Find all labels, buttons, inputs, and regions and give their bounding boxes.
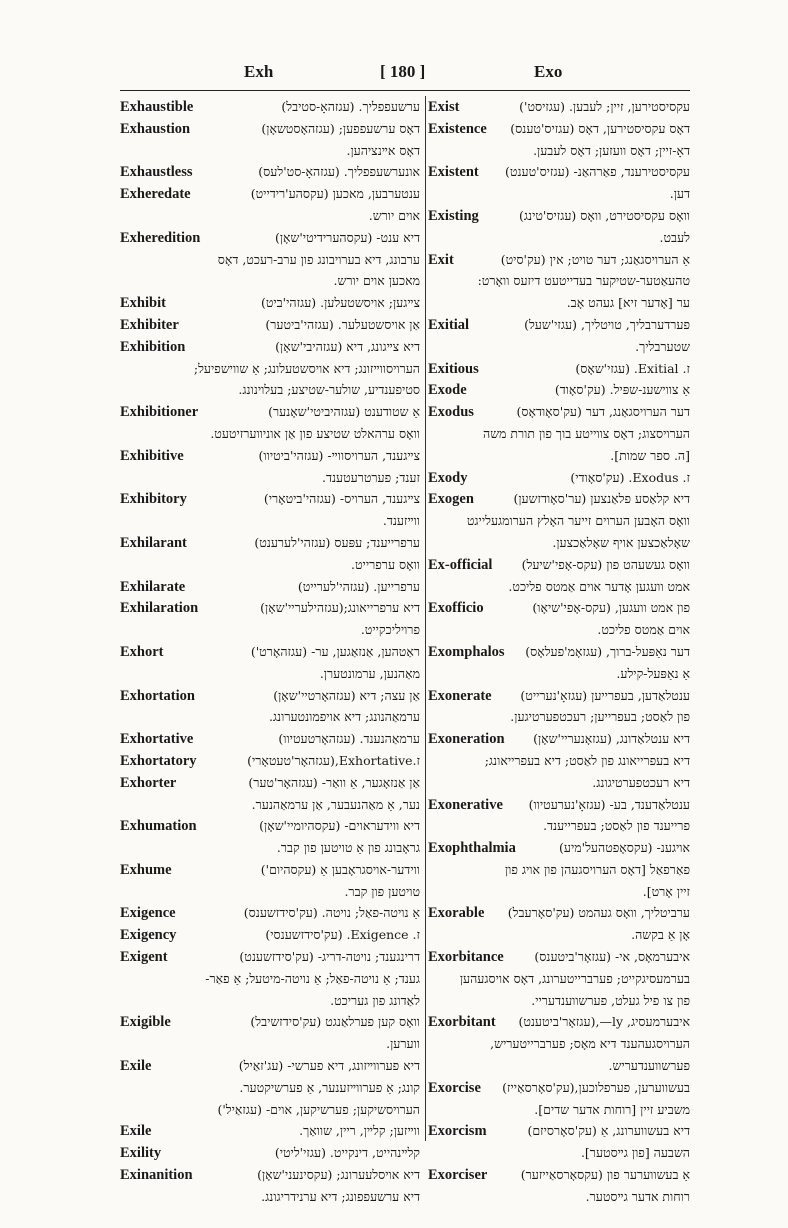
entry-headword: Exoneration (428, 731, 505, 748)
dictionary-entry (120, 815, 420, 859)
entry-definition: ערביטליך, וואָס געהמט (עק'סאָרעבל) (507, 905, 690, 921)
entry-headword: Exitial (428, 316, 470, 333)
dictionary-entry (120, 859, 420, 903)
entry-first-line (120, 924, 420, 946)
entry-first-line (120, 161, 420, 183)
entry-definition-continuation: השבעה [פון גײסטער]. (580, 1145, 690, 1161)
entry-definition-continuation: רוחות אדער גײסטער. (585, 1188, 690, 1204)
entry-definition: ז. Exigence. (עק'סידזשענסי) (265, 927, 420, 943)
entry-definition-continuation: טהעאַטער-שטיקער בעדייטעט דיזעס וואָרט: (477, 273, 690, 289)
entry-definition: בעשווערען, פערפלוכען,(עק'סאָרסאַייז) (502, 1079, 690, 1095)
dictionary-entry (120, 641, 420, 685)
entry-definition-continuation: סטיפענדיע, שולער-שטיצע; בעלוינונג. (238, 382, 420, 398)
entry-headword: Exhibitive (120, 447, 184, 464)
entry-definition: דיא ענט- (עקסהערידיטי'שאָן) (274, 229, 420, 245)
entry-headword: Exist (428, 99, 460, 115)
dictionary-entry (428, 1011, 690, 1076)
dictionary-entry (428, 379, 690, 401)
entry-headword: Exit (428, 251, 454, 268)
entry-definition-continuation: נער, אַ מאַהנעבער, אַן ערמאַהנער. (251, 796, 420, 812)
entry-definition-continuation: הערויסצוג; דאָס צווייטע בוך פון תורת משה (483, 425, 690, 441)
entry-headword: Exhaustless (120, 164, 193, 181)
entry-first-line (428, 902, 690, 924)
dictionary-entry (428, 205, 690, 249)
entry-definition: אויגענ- (עקסאָפטהעל'מיע) (559, 840, 690, 856)
entry-first-line (428, 946, 690, 968)
entry-first-line (120, 401, 420, 423)
entry-first-line (428, 249, 690, 271)
entry-definition: אַן אויסשטעלער. (עגזהי'ביטער) (265, 316, 420, 332)
entry-headword: Exhibition (120, 338, 186, 355)
header-left-guide-word: Exh (244, 62, 274, 81)
entry-definition: פון אמט וועגען, (עקס-אָפי'שיאָו) (532, 600, 690, 616)
dictionary-entry (428, 401, 690, 466)
entry-first-line (428, 205, 690, 227)
entry-definition-continuation: משביע זיין [רוחות אדער שדים]. (534, 1101, 690, 1117)
entry-definition: ענטלאַדען, בעפרייען (עגזאָ'נערייט) (520, 687, 690, 703)
column-divider (425, 96, 426, 1141)
entry-definition: עקסיסטירען, זיין; לעבען. (עגזיסט') (519, 99, 690, 114)
entry-headword: Exonerative (428, 796, 503, 813)
entry-first-line (428, 794, 690, 816)
entry-first-line (120, 946, 420, 968)
entry-definition-continuation: ווערען. (386, 1036, 420, 1052)
entry-headword: Exogen (428, 491, 474, 508)
entry-headword: Exomphalos (428, 643, 505, 660)
entry-headword: Exigible (120, 1014, 171, 1031)
dictionary-entry (120, 314, 420, 336)
entry-first-line (120, 336, 420, 358)
entry-headword: Existence (428, 120, 487, 137)
entry-first-line (120, 1055, 420, 1077)
entry-definition: צײגענד, הערויסווײ- (עגזהי'ביטיוו) (258, 447, 420, 463)
entry-definition: דיא ווידעראוים- (עקסהיומיי'שאָן) (259, 818, 420, 834)
entry-definition: פערדערבליך, טויטליך, (עגזי'שעל) (524, 316, 690, 332)
entry-definition-continuation: זיין אָרט]. (642, 883, 690, 899)
entry-definition-continuation: אוים יורש. (368, 207, 420, 223)
dictionary-entry (120, 1164, 420, 1208)
entry-headword: Exheredate (120, 186, 191, 203)
dictionary-entry (120, 685, 420, 729)
dictionary-entry (428, 554, 690, 598)
entry-headword: Exophthalmia (428, 840, 516, 857)
entry-first-line (428, 96, 690, 118)
dictionary-entry (428, 597, 690, 641)
entry-headword: Exhibitory (120, 491, 187, 508)
entry-headword: Exode (428, 382, 467, 399)
entry-headword: Exhorter (120, 774, 177, 791)
entry-first-line (428, 314, 690, 336)
entry-definition-continuation: וואָס האָבען הערוים זייער האָלץ הערומגעלייגט (466, 513, 690, 529)
dictionary-entry (428, 358, 690, 380)
dictionary-entry (120, 946, 420, 1011)
entry-definition: וואָס קען פערלאַנגט (עק'סידזשיבל) (250, 1014, 420, 1030)
entry-headword: Exhumation (120, 818, 197, 835)
entry-definition: דיא צײגונג, דיא (עגזהיבי'שאָן) (275, 338, 420, 354)
entry-first-line (428, 1077, 690, 1099)
entry-definition-continuation: דען. (669, 186, 690, 202)
entry-definition-continuation: פון לאַסט; בעפרייען; רעכטפערטיגען. (510, 709, 690, 725)
entry-headword: Exigency (120, 927, 177, 944)
entry-definition-continuation: דיא בעפרייאונג פון לאַסט; דיא בעפרייאונג; (484, 752, 690, 768)
dictionary-entry (120, 576, 420, 598)
entry-headword: Exorcism (428, 1123, 487, 1140)
dictionary-entry (120, 183, 420, 227)
entry-headword: Exigent (120, 949, 168, 966)
entry-definition-continuation: דיא ערשעפפונג; דיא ערנידריגונג. (261, 1188, 420, 1204)
entry-definition-continuation: פרייענד פון לאַסט; בעפרייענד. (543, 818, 690, 834)
entry-headword: Ex-official (428, 556, 493, 573)
entry-headword: Exhibit (120, 295, 166, 312)
entry-first-line (428, 379, 690, 401)
entry-definition: דיא פערווײזונג, דיא פערשי- (עג'זאַיל) (238, 1058, 420, 1074)
entry-headword: Existing (428, 207, 479, 224)
entry-definition-continuation: מאַהנען, ערמונטערן. (319, 665, 420, 681)
entry-headword: Exile (120, 1058, 152, 1075)
dictionary-entry (120, 1011, 420, 1055)
entry-headword: Exhortation (120, 687, 195, 704)
entry-first-line (120, 815, 420, 837)
entry-definition: דאָס עקסיסטירען, דאָס (עגזיס'טענס) (510, 120, 690, 136)
entry-headword: Exhaustible (120, 99, 194, 115)
entry-first-line (428, 1120, 690, 1142)
entry-definition-continuation: אמט וועגען אָדער אוים אַמטס פליכט. (508, 578, 690, 594)
dictionary-entry (428, 685, 690, 729)
entry-definition-continuation: פון צו פיל געלט, פערשווענדעריי. (531, 992, 690, 1008)
dictionary-entry (428, 728, 690, 793)
header-right-guide-word: Exo (534, 62, 563, 81)
entry-first-line (120, 859, 420, 881)
entry-definition-continuation: [ה. ספר שמות]. (610, 447, 690, 463)
dictionary-entry (120, 1142, 420, 1164)
entry-definition-continuation: הערויסווײזונג; דיא אויסשטעלונג; אַ שווישפיעל; (193, 360, 420, 376)
entry-definition: דיא אויסלעערונג; (עקסינעני'שאָן) (257, 1167, 420, 1183)
entry-headword: Exhibiter (120, 316, 179, 333)
entry-first-line (120, 728, 420, 750)
entry-definition: דער הערויסגאַנג, דער (עק'סאָודאָס) (516, 404, 690, 420)
entry-headword: Exorable (428, 905, 485, 922)
entry-definition: דיא ענטלאַדונג, (עגזאָנעריי'שאָן) (533, 731, 690, 747)
right-column (428, 96, 690, 1204)
left-column (120, 96, 420, 1204)
entry-definition-continuation: גענד; אַ נויטה-פאַל; אַ נויטה-מיטעל; אַ פאַר- (205, 970, 420, 986)
entry-definition: ערשעפפליך. (עגזהאָ-סטיבל) (281, 99, 420, 114)
dictionary-entry (428, 1077, 690, 1121)
entry-headword: Exitious (428, 360, 479, 377)
entry-definition: עקסיסטירענד, פאַרהאַנ- (עגזיס'טענט) (505, 164, 690, 180)
entry-headword: Exhaustion (120, 120, 191, 137)
dictionary-entry (428, 641, 690, 685)
entry-first-line (120, 96, 420, 118)
entry-headword: Exhilaration (120, 600, 199, 617)
dictionary-entry (428, 837, 690, 902)
entry-definition: ז.Exhortative,(עגזהאָר'טעטאָרי) (247, 752, 420, 768)
entry-headword: Exhilarate (120, 578, 186, 595)
entry-definition: ווידער-אויסגראָבען אַ (עקסהיום') (260, 861, 420, 877)
entry-first-line (120, 685, 420, 707)
entry-headword: Exonerate (428, 687, 492, 704)
dictionary-entry (428, 96, 690, 118)
entry-headword: Exigence (120, 905, 176, 922)
entry-headword: Exhilarant (120, 534, 187, 551)
entry-definition: אַן עצה; דיא (עגזהאָרטיי'שאָן) (273, 687, 420, 703)
entry-definition-continuation: אַ נאַפּעל-קילע. (616, 665, 690, 681)
entry-first-line (428, 358, 690, 380)
entry-definition-continuation: הערויסגעהענד דיא מאָס; פערברייטעריש, (490, 1036, 690, 1052)
entry-definition: וואָס עקסיסטירט, וואָס (עגזיס'טינג) (519, 207, 690, 223)
dictionary-entry (428, 1164, 690, 1208)
entry-first-line (120, 772, 420, 794)
entry-first-line (120, 183, 420, 205)
entry-definition: וואָס געשעהט פון (עקס-אָפי'שיעל) (521, 556, 690, 572)
entry-definition: אַן אַנזאָגער, אַ וואַר- (עגזהאָר'טער) (248, 774, 420, 790)
entry-definition-continuation: ווײזענד. (382, 513, 420, 529)
entry-definition-continuation: שטערבליך. (635, 338, 690, 354)
entry-definition: ערמאַהנענד. (עגזהאָרטעטיוו) (278, 731, 420, 747)
dictionary-entry (428, 902, 690, 946)
entry-definition-continuation: זענד; פערטרעטענד. (321, 469, 420, 485)
entry-definition: אַ בעשווערער פון (עקסאָרסאַייזער) (520, 1167, 690, 1183)
entry-headword: Exorcise (428, 1079, 481, 1096)
entry-definition-continuation: וואָס ערהאלט שטיצע פון אַן אוניווערזיטעט. (210, 425, 420, 441)
entry-first-line (120, 1011, 420, 1033)
entry-first-line (120, 902, 420, 924)
entry-headword: Exhortative (120, 731, 194, 748)
entry-first-line (120, 576, 420, 598)
entry-first-line (428, 161, 690, 183)
dictionary-entry (120, 924, 420, 946)
dictionary-entry (120, 445, 420, 489)
entry-definition-continuation: דיא רעכטפערטיגונג. (592, 774, 690, 790)
dictionary-entry (120, 902, 420, 924)
entry-first-line (428, 554, 690, 576)
entry-definition: איבערמעסיג, ly—,(עגזאָר'ביטענט) (518, 1014, 690, 1030)
entry-first-line (120, 488, 420, 510)
entry-headword: Exhortatory (120, 752, 197, 769)
dictionary-entry (428, 161, 690, 205)
dictionary-entry (428, 314, 690, 358)
dictionary-entry (120, 336, 420, 401)
entry-headword: Exofficio (428, 600, 484, 617)
entry-definition: אַ נויטה-פאַל; נויטה. (עק'סידזשענס) (243, 905, 420, 921)
entry-first-line (120, 597, 420, 619)
entry-definition-continuation: שאָלאַכצען אויף שאָלאַכצען. (552, 534, 690, 550)
entry-definition: אַ הערויסגאַנג; דער טויט; אין (עק'סיט) (500, 251, 690, 267)
entry-first-line (120, 314, 420, 336)
entry-first-line (120, 1142, 420, 1164)
dictionary-entry (428, 794, 690, 838)
dictionary-entry (120, 118, 420, 162)
entry-first-line (428, 488, 690, 510)
entry-first-line (428, 685, 690, 707)
dictionary-entry (120, 532, 420, 576)
entry-first-line (428, 728, 690, 750)
entry-headword: Exheredition (120, 229, 201, 246)
dictionary-entry (120, 772, 420, 816)
entry-first-line (428, 118, 690, 140)
entry-first-line (120, 292, 420, 314)
entry-headword: Exinanition (120, 1167, 193, 1184)
entry-first-line (428, 1164, 690, 1186)
entry-definition-continuation: ערמאַהנונג; דיא אויפמונטערונג. (268, 709, 420, 725)
entry-definition-continuation: קונג; אַ פערווײזענער, אַ פערשיקטער. (239, 1079, 420, 1095)
entry-headword: Exorbitance (428, 949, 504, 966)
entry-headword: Exhort (120, 643, 164, 660)
entry-definition-continuation: מאכען אוים יורש. (333, 273, 420, 289)
dictionary-entry (120, 1120, 420, 1142)
entry-definition: אַ צווישענ-שפּיל. (עק'סאָוד) (554, 382, 690, 398)
entry-definition-continuation: הערויסשיקען; פערשיקען, אוים- (עגזאַיל') (217, 1101, 420, 1117)
entry-definition: איבערמאָס, אי- (עגזאָר'ביטענס) (534, 949, 690, 965)
entry-definition: ז. Exodus. (עק'סאָודי) (570, 469, 690, 485)
entry-definition: צײגענד, הערויס- (עגזהי'ביטאָרי) (263, 491, 420, 507)
entry-first-line (120, 1120, 420, 1142)
entry-definition: ערפרייען. (עגזהי'לערייט) (297, 578, 420, 594)
entry-first-line (120, 532, 420, 554)
entry-first-line (428, 837, 690, 859)
entry-definition-continuation: גראָבונג פון אַ טויטען פון קבר. (276, 840, 420, 856)
entry-first-line (120, 118, 420, 140)
entry-definition: אַ שטודענט (עגזהיביטי'שאָנער) (268, 404, 420, 420)
entry-headword: Exhibitioner (120, 404, 199, 421)
dictionary-entry (120, 488, 420, 532)
entry-headword: Exhume (120, 861, 172, 878)
dictionary-entry (120, 292, 420, 314)
entry-definition-continuation: אוים אַמטס פליכט. (597, 622, 690, 638)
entry-definition: דיא קלאַסע פלאַנצען (ער'סאָודזשען) (513, 491, 690, 507)
entry-headword: Exility (120, 1145, 162, 1162)
entry-headword: Exody (428, 469, 468, 486)
entry-definition-continuation: דאָס אײנציהען. (346, 142, 420, 158)
entry-first-line (428, 1011, 690, 1033)
entry-first-line (120, 641, 420, 663)
dictionary-entry (120, 161, 420, 183)
dictionary-entry (428, 467, 690, 489)
entry-definition: אונערשעפפליך. (עגזהאָ-סט'לעס) (258, 164, 420, 180)
entry-definition: ענטערבען, מאכען (עקסהע'רידייט) (250, 186, 420, 202)
dictionary-entry (428, 118, 690, 162)
header-rule (120, 90, 690, 91)
header-page-number: [ 180 ] (380, 62, 426, 81)
entry-definition: קלײנהייט, דינקייט. (עגזי'ליטי) (274, 1145, 420, 1161)
entry-definition-continuation: פרויליכקייט. (360, 622, 420, 638)
dictionary-entry (428, 946, 690, 1011)
entry-definition: דיא ערפרייאונג;(עגזהילעריי'שאָן) (260, 600, 420, 616)
entry-definition-continuation: טויטען פון קבר. (344, 883, 420, 899)
dictionary-entry (120, 227, 420, 292)
entry-first-line (120, 1164, 420, 1186)
entry-first-line (428, 467, 690, 489)
entry-first-line (120, 227, 420, 249)
entry-definition: ענטלאַדענד, בע- (עגזאָ'נערעטיוו) (528, 796, 690, 812)
entry-definition-continuation: לעבט. (659, 229, 690, 245)
entry-definition-continuation: דאָ-זיין; דאָס וועזען; דאָס לעבען. (533, 142, 690, 158)
entry-first-line (428, 597, 690, 619)
entry-first-line (120, 750, 420, 772)
dictionary-entry (120, 1055, 420, 1120)
entry-definition: ראַטהען, אַנזאַגען, ער- (עגזהאָרט') (250, 643, 420, 659)
dictionary-entry (120, 401, 420, 445)
entry-definition: דיא בעשווערונג, אַ (עק'סאָרסיזם) (527, 1123, 690, 1139)
entry-first-line (120, 445, 420, 467)
entry-headword: Exile (120, 1123, 152, 1140)
entry-headword: Exorciser (428, 1167, 488, 1184)
entry-definition-continuation: וואָס ערפרייט. (351, 556, 420, 572)
entry-definition: ווײזען; קלײן, ריין, שוואַך. (299, 1123, 420, 1139)
entry-first-line (428, 401, 690, 423)
entry-definition-continuation: ערבונג, דיא בערויבונג פון ערב-רעכט, דאָס (217, 251, 420, 267)
dictionary-entry (428, 1120, 690, 1164)
entry-headword: Existent (428, 164, 479, 181)
entry-definition: ז. Exitial. (עגזי'שאָס) (575, 360, 690, 376)
entry-headword: Exorbitant (428, 1014, 496, 1031)
entry-definition: דער נאַפּעל-ברוך, (עגזאָמ'פעלאָס) (525, 643, 690, 659)
dictionary-entry (120, 96, 420, 118)
entry-definition-continuation: פערשווענדעריש. (608, 1058, 690, 1074)
dictionary-entry (428, 249, 690, 314)
entry-definition-continuation: פאַרפאַל [דאָס הערויסגעהן פון אויג פון (505, 861, 690, 877)
entry-definition: דאָס ערשעפפען; (עגזהאָסטשאָן) (261, 120, 420, 136)
entry-definition-continuation: לאַדונג פון געריכט. (330, 992, 420, 1008)
entry-definition: דרינגענד; נויטה-דריג- (עק'סידזשענט) (239, 949, 420, 965)
entry-headword: Exodus (428, 404, 474, 421)
entry-definition: צײגען; אויסשטעלען. (עגזהי'ביט) (260, 295, 420, 311)
dictionary-entry (428, 488, 690, 553)
dictionary-entry (120, 728, 420, 750)
entry-first-line (428, 641, 690, 663)
entry-definition-continuation: ער [אָדער זיא] געהט אָב. (566, 295, 690, 311)
dictionary-entry (120, 597, 420, 641)
entry-definition-continuation: בערמעסיגקייט; פערברייטערונג, דאָס אויסגעהען (459, 970, 690, 986)
entry-definition: ערפרייענד; עפּעס (עגזהי'לערענט) (254, 534, 420, 550)
entry-definition-continuation: אָן אַ בקשה. (631, 927, 690, 943)
dictionary-entry (120, 750, 420, 772)
